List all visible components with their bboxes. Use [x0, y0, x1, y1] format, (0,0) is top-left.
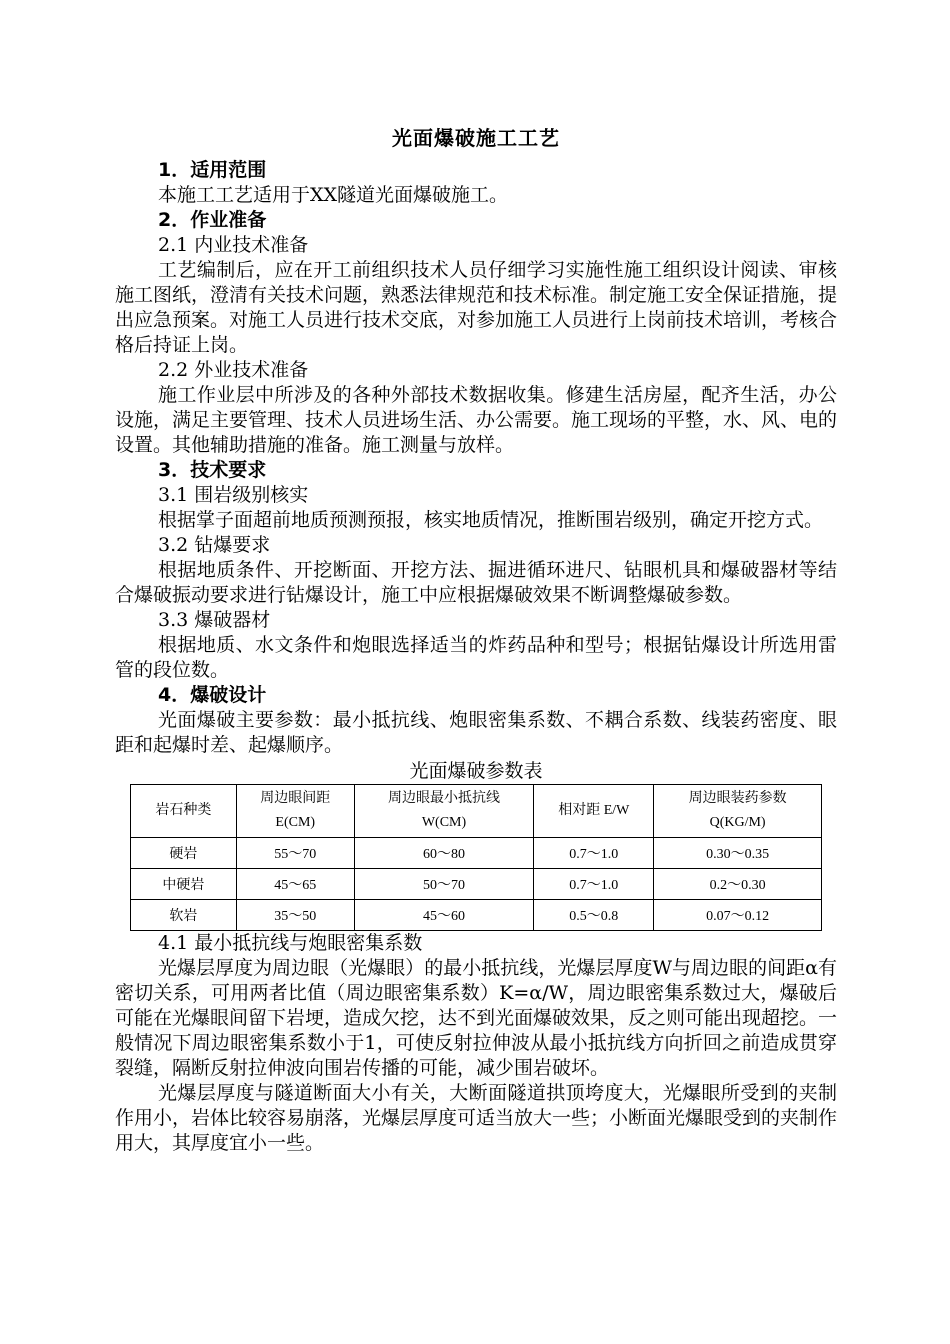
header-rock-type [131, 785, 237, 838]
section-4-text: 光面爆破主要参数：最小抵抗线、炮眼密集系数、不耦合系数、线装药密度、眼距和起爆时差、起爆顺序。 [115, 709, 837, 756]
section-2-2-heading: 2.2 外业技术准备 [158, 359, 309, 381]
header-line: 周边眼装药参数 [688, 791, 787, 806]
header-perimeter-spacing [236, 785, 354, 838]
section-2-1-text: 工艺编制后，应在开工前组织技术人员仔细学习实施性施工组织设计阅读、审核施工图纸，澄清有关技术问题，熟悉法律规范和技术标准。制定施工安全保证措施，提出应急预案。对施工人员进行技术交底，对参加施工人员进行上岗前技术培训，考核合格后持证上岗。 [115, 259, 838, 356]
table-header-row [131, 785, 822, 838]
header-line: 周边眼最小抵抗线 [388, 791, 501, 806]
document-title: 光面爆破施工工艺 [392, 126, 560, 150]
section-3-2-heading: 3.2 钻爆要求 [158, 534, 271, 556]
header-unit: E(CM) [275, 815, 316, 830]
section-4-heading: 4．爆破设计 [158, 684, 267, 706]
section-3-3-heading: 3.3 爆破器材 [158, 609, 271, 631]
table-cell: 0.5～0.8 [534, 900, 654, 931]
table-cell: 硬岩 [131, 838, 237, 869]
header-min-burden [354, 785, 534, 838]
section-4-1-heading: 4.1 最小抵抗线与炮眼密集系数 [158, 932, 423, 954]
table-cell: 35～50 [236, 900, 354, 931]
table-cell: 60～80 [354, 838, 534, 869]
blasting-parameter-table [130, 784, 822, 931]
section-4-1-text-2: 光爆层厚度与隧道断面大小有关，大断面隧道拱顶垮度大，光爆眼所受到的夹制作用小，岩体比较容易崩落，光爆层厚度可适当放大一些；小断面光爆眼受到的夹制作用大，其厚度宜小一些。 [115, 1082, 838, 1154]
header-unit: Q(KG/M) [709, 815, 766, 830]
section-3-1-text: 根据掌子面超前地质预测预报，核实地质情况，推断围岩级别，确定开挖方式。 [158, 509, 824, 531]
table-cell: 中硬岩 [131, 869, 237, 900]
section-2-heading: 2．作业准备 [158, 209, 267, 231]
header-unit: W(CM) [421, 815, 467, 830]
table-cell: 55～70 [236, 838, 354, 869]
header-relative-distance [534, 785, 654, 838]
section-3-1-heading: 3.1 围岩级别核实 [158, 484, 309, 506]
table-row [131, 900, 822, 931]
table-cell: 0.2～0.30 [654, 869, 822, 900]
section-2-2-text: 施工作业层中所涉及的各种外部技术数据收集。修建生活房屋，配齐生活，办公设施，满足主要管理、技术人员进场生活、办公需要。施工现场的平整，水、风、电的设置。其他辅助措施的准备。施工测量与放样。 [115, 384, 838, 456]
table-caption: 光面爆破参数表 [409, 760, 543, 782]
section-4-1-text-1: 光爆层厚度为周边眼（光爆眼）的最小抵抗线，光爆层厚度W与周边眼的间距α有密切关系，可用两者比值（周边眼密集系数）K=α/W，周边眼密集系数过大，爆破后可能在光爆眼间留下岩埂，造成欠挖，达不到光面爆破效果，反之则可能出现超挖。一般情况下周边眼密集系数小于1，可使反射拉伸波从最小抵抗线方向折回之前造成贯穿裂缝，隔断反射拉伸波向围岩传播的可能，减少围岩破坏。 [115, 957, 838, 1079]
table-cell: 45～60 [354, 900, 534, 931]
table-cell: 50～70 [354, 869, 534, 900]
table-cell: 0.7～1.0 [534, 838, 654, 869]
section-1-heading: 1．适用范围 [158, 159, 267, 181]
table-row [131, 869, 822, 900]
document-page [115, 118, 837, 1156]
section-3-3-text: 根据地质、水文条件和炮眼选择适当的炸药品种和型号；根据钻爆设计所选用雷管的段位数。 [115, 634, 837, 681]
section-1-text: 本施工工艺适用于XX隧道光面爆破施工。 [158, 184, 509, 206]
table-cell: 0.30～0.35 [654, 838, 822, 869]
header-line: 相对距 E/W [558, 803, 630, 818]
table-cell: 软岩 [131, 900, 237, 931]
header-line: 岩石种类 [155, 803, 212, 818]
header-charge-parameter [654, 785, 822, 838]
table-cell: 45～65 [236, 869, 354, 900]
section-3-heading: 3．技术要求 [158, 459, 267, 481]
table-row [131, 838, 822, 869]
section-3-2-text: 根据地质条件、开挖断面、开挖方法、掘进循环进尺、钻眼机具和爆破器材等结合爆破振动要求进行钻爆设计，施工中应根据爆破效果不断调整爆破参数。 [115, 559, 837, 606]
table-cell: 0.7～1.0 [534, 869, 654, 900]
section-2-1-heading: 2.1 内业技术准备 [158, 234, 309, 256]
header-line: 周边眼间距 [260, 791, 331, 806]
table-cell: 0.07～0.12 [654, 900, 822, 931]
